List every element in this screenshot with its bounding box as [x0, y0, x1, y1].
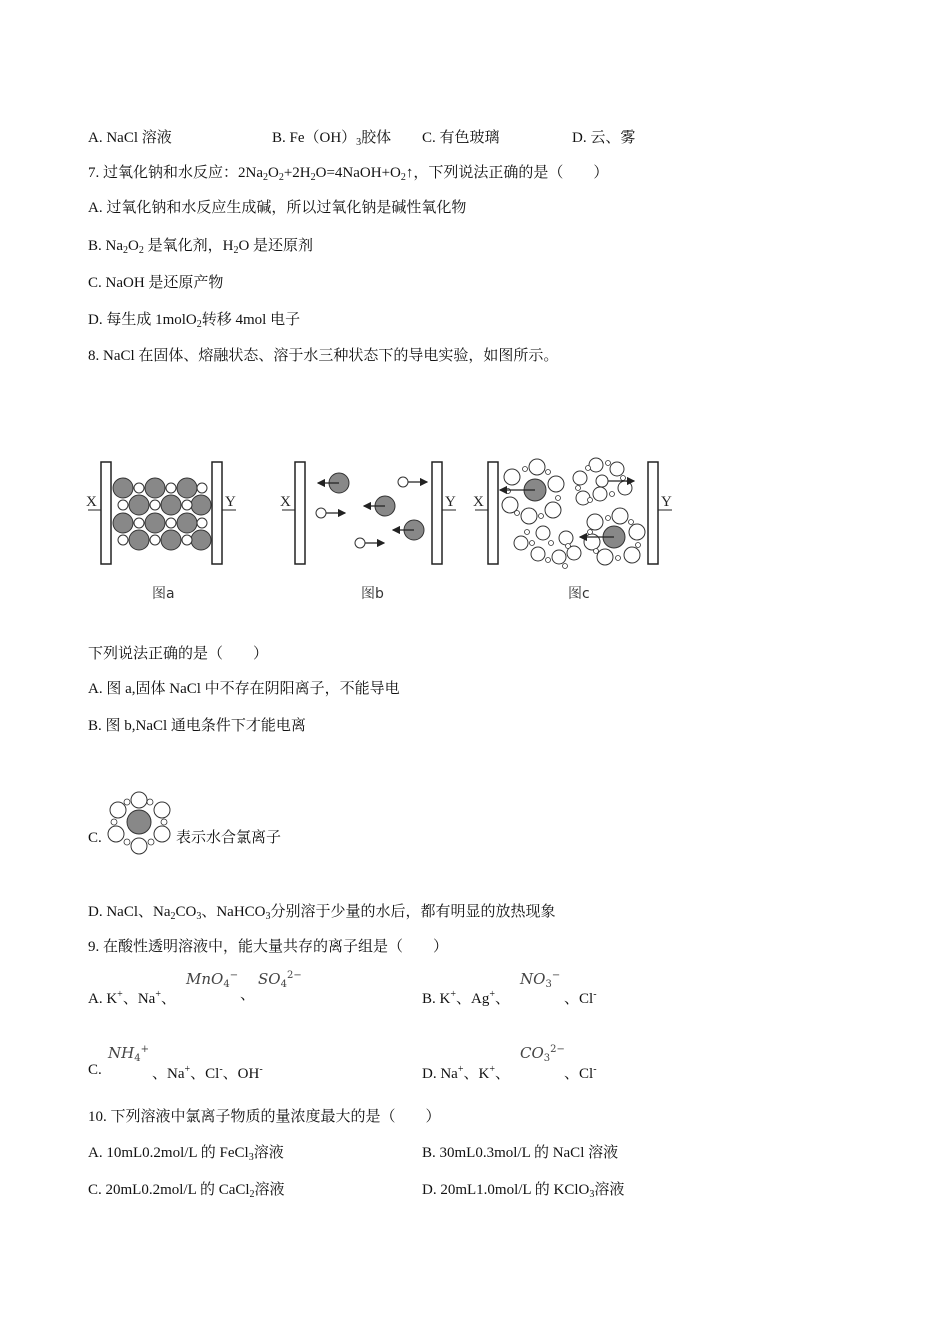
q8-option-c-label: C. [88, 830, 102, 846]
q10-option-b: B. 30mL0.3mol/L 的 NaCl 溶液 [422, 1145, 619, 1161]
y-label-b: Y [445, 494, 456, 510]
q8-option-d: D. NaCl、$Na_2CO_3$、NaHCO$_3$分别溶于少量的水后，都有明显的放热现象 [88, 904, 556, 922]
nacl-conduction-figure [80, 450, 690, 610]
hydrated-chloride-icon [104, 790, 174, 856]
q7-option-d: D. 每生成 1molO$_2$转移 4mol 电子 [88, 312, 301, 330]
q7-stem: 7. 过氧化钠和水反应：$2Na_2O_2+2H_2O=4NaOH+O_2↑$，下列说法正确的是（ ） [88, 165, 609, 183]
q7-option-c: C. NaOH 是还原产物 [88, 275, 224, 291]
q9-a-sep: 、 [240, 987, 256, 1003]
q9-b-no3: $NO_3^-$ [520, 970, 561, 990]
q9-c-nh4: $NH_4^+$ [108, 1044, 149, 1064]
x-label-c: X [473, 494, 484, 510]
q10-option-c: C. 20mL0.2mol/L 的 CaCl$_2$溶液 [88, 1182, 285, 1200]
q8-option-b: B. 图 b,NaCl 通电条件下才能电离 [88, 718, 306, 734]
q10-option-d: D. 20mL1.0mol/L 的 KClO$_3$溶液 [422, 1182, 625, 1200]
q9-d-cl: 、Cl- [564, 1064, 597, 1082]
panel-a [88, 462, 236, 564]
q8-prompt: 下列说法正确的是（ ） [88, 646, 269, 662]
caption-a: 图a [152, 586, 175, 602]
x-label-b: X [280, 494, 291, 510]
q9-stem: 9. 在酸性透明溶液中，能大量共存的离子组是（ ） [88, 939, 449, 955]
caption-b: 图b [361, 586, 384, 602]
q9-option-b: B. K+、Ag+、 [422, 989, 510, 1007]
q9-option-a: A. K+、Na+、 [88, 989, 176, 1007]
panel-b [282, 462, 456, 564]
q8-option-a: A. 图 a,固体 NaCl 中不存在阴阳离子，不能导电 [88, 681, 400, 697]
q9-a-so4: $SO_4^{2-}$ [258, 970, 302, 990]
q6-option-a: A. NaCl 溶液 [88, 130, 172, 146]
q10-stem: 10. 下列溶液中氯离子物质的量浓度最大的是（ ） [88, 1109, 441, 1125]
q6-option-d: D. 云、雾 [572, 130, 636, 146]
q7-option-a: A. 过氧化钠和水反应生成碱，所以过氧化钠是碱性氧化物 [88, 200, 467, 216]
q9-option-c-rest: 、Na+、Cl-、OH- [152, 1064, 263, 1082]
q6-option-c: C. 有色玻璃 [422, 130, 500, 146]
q10-option-a: A. 10mL0.2mol/L 的 FeCl$_3$溶液 [88, 1145, 284, 1163]
q8-stem: 8. NaCl 在固体、熔融状态、溶于水三种状态下的导电实验，如图所示。 [88, 348, 559, 364]
q9-a-mno4: MnO$_4$− [186, 970, 239, 990]
q8-option-c-text: 表示水合氯离子 [176, 830, 282, 846]
q9-option-c-label: C. [88, 1062, 102, 1078]
y-label-c: Y [661, 494, 672, 510]
q6-option-b: B. $Fe(OH)_3$胶体 [272, 130, 392, 148]
caption-c: 图c [568, 586, 590, 602]
q9-b-cl: 、Cl- [564, 989, 597, 1007]
panel-c [475, 458, 672, 569]
q7-option-b: B. $Na_2O_2$ 是氧化剂，$H_2O$ 是还原剂 [88, 238, 314, 256]
q9-d-co3: $CO_3^{2-}$ [520, 1044, 565, 1064]
x-label-a: X [86, 494, 97, 510]
q9-option-d: D. Na+、K+、 [422, 1064, 510, 1082]
y-label-a: Y [225, 494, 236, 510]
